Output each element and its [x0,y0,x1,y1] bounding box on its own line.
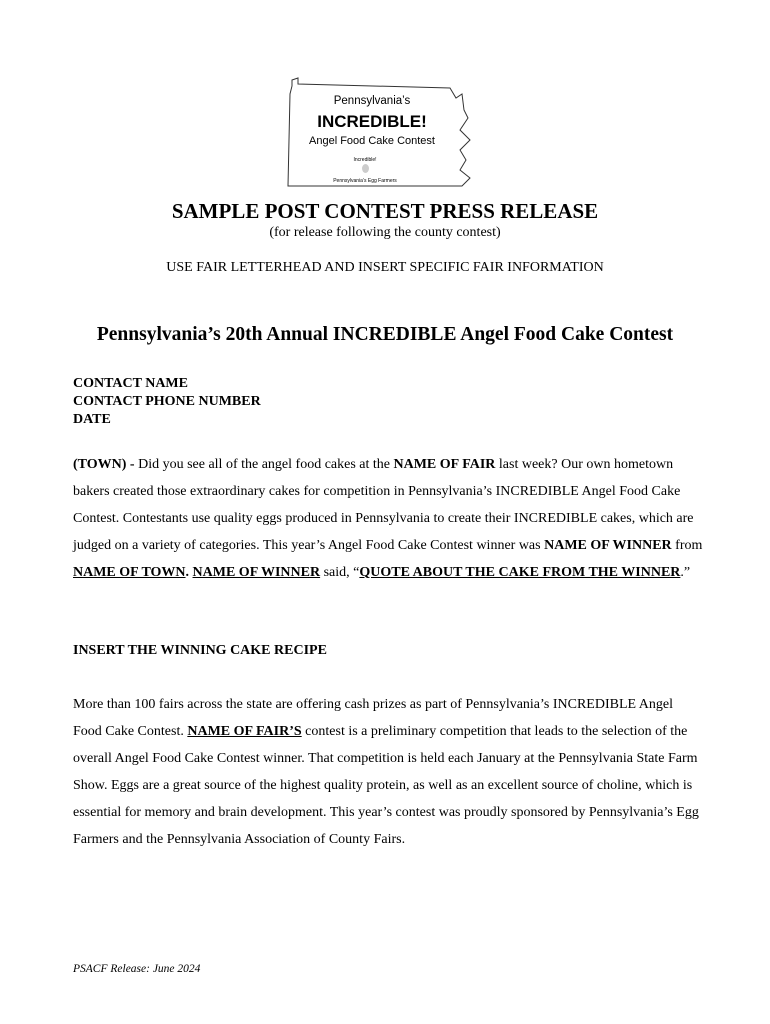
page-title: SAMPLE POST CONTEST PRESS RELEASE [171,199,599,223]
winner-placeholder: NAME OF WINNER [544,538,672,553]
logo-line-1: Pennsylvania’s [333,95,411,107]
text-run: contest is a preliminary competition that leads to the selection of the overall Angel Food Cake Contest winner. That competition is held each January at the Pennsylvania State Farm Show. Eggs are a great source of the highest quality protein, as well as an excellent source of choline, which is essential for memory and brain development. This year’s contest was proudly sponsored by Pennsylvania’s Egg Farmers and the Pennsylvania Association of County Fairs. [73,724,699,847]
logo-small-brand: Incredible! [353,157,377,163]
recipe-instruction: INSERT THE WINNING CAKE RECIPE [73,643,327,658]
text-run: Did you see all of the angel food cakes at the [138,457,394,472]
press-headline: Pennsylvania’s 20th Annual INCREDIBLE Angel Food Cake Contest [96,324,674,345]
fair-name-placeholder: NAME OF FAIR’S [187,724,302,739]
text-run: . [185,565,193,580]
pennsylvania-outline-icon [284,74,474,192]
letterhead-instruction: USE FAIR LETTERHEAD AND INSERT SPECIFIC FAIR INFORMATION [166,260,604,275]
logo-line-3: Angel Food Cake Contest [309,135,435,147]
text-run: last week? Our own hometown bakers created those extraordinary cakes for competition in Pennsylvania’s INCREDIBLE Angel Food Cake Contest. Contestants use quality eggs produced in Pennsylvania to create their INCREDIBLE cakes, which are judged on a variety of categories. This year’s Angel Food Cake Contest winner was [73,457,694,553]
egg-icon [362,164,369,173]
contest-logo [284,74,474,192]
text-run: More than 100 fairs across the state are offering cash prizes as part of Pennsylvania’s INCREDIBLE Angel Food Cake Contest. [73,697,674,739]
fair-placeholder: NAME OF FAIR [393,457,496,472]
town-placeholder: (TOWN) - [73,457,139,472]
logo-small-footer: Pennsylvania’s Egg Farmers [333,178,397,184]
town-name-placeholder: NAME OF TOWN [73,565,186,580]
text-run: said, “ [320,565,360,580]
contact-date: DATE [73,412,111,427]
quote-placeholder: QUOTE ABOUT THE CAKE FROM THE WINNER [359,565,681,580]
paragraph-announcement [73,451,703,586]
winner-placeholder-2: NAME OF WINNER [192,565,321,580]
paragraph-about-contest [73,691,703,853]
contact-phone: CONTACT PHONE NUMBER [73,394,261,409]
text-run: .” [680,565,691,580]
logo-line-2: INCREDIBLE! [317,112,427,131]
contact-block [73,375,261,429]
contact-name: CONTACT NAME [73,376,188,391]
footer-release-date: PSACF Release: June 2024 [73,963,201,975]
text-run: from [671,538,703,553]
page-subtitle: (for release following the county contest) [269,225,501,240]
